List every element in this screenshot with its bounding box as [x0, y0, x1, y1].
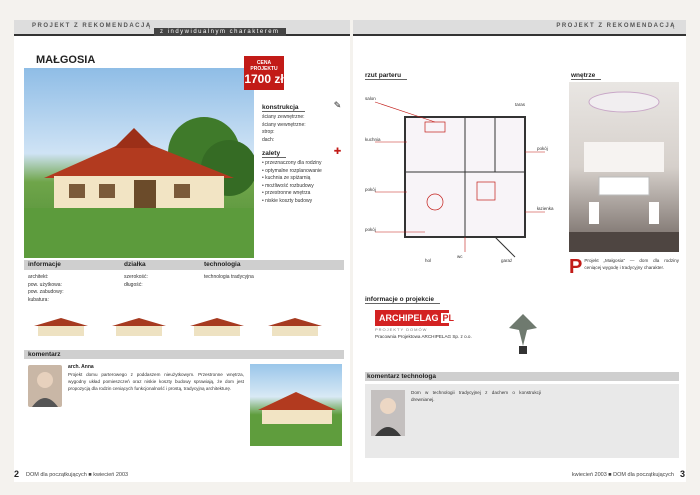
elevation-thumbnail [266, 316, 324, 338]
interior-photo [569, 82, 679, 252]
bird-sculpture-image [503, 306, 543, 356]
feature-item: • przeznaczony dla rodziny [262, 160, 348, 168]
logo-suffix: PL [442, 313, 455, 323]
house-photo-small [250, 364, 342, 446]
room-label: taras [515, 102, 526, 107]
feature-item: • niskie koszty budowy [262, 198, 348, 206]
room-label: pokój [365, 227, 376, 232]
right-footer-issue: kwiecień 2003 [571, 472, 607, 478]
room-label: hol [425, 258, 432, 263]
floor-plan-label: rzut parteru [365, 72, 407, 80]
info-line: technologia tradycyjna [204, 274, 254, 280]
konstrukcja-label: konstrukcja [262, 104, 305, 112]
author-name: arch. Anna [68, 364, 94, 370]
info-column-label: technologia [204, 261, 241, 268]
info-line: pow. zabudowy: [28, 289, 64, 295]
company-info: Pracownia Projektowa ARCHIPELAG Sp. z o.o. [375, 334, 472, 339]
project-info-label: informacje o projekcie [365, 296, 440, 304]
floor-plan-drawing [365, 82, 561, 272]
room-label: kuchnia [365, 137, 381, 142]
elevation-thumbnail [32, 316, 90, 338]
left-header-subsection: z indywidualnym charakterem [154, 28, 286, 36]
feature-item: • przestronne wnętrza [262, 190, 348, 198]
info-line: architekt: [28, 274, 49, 280]
comment-body: Dom w technologii tradycyjnej z dachem o konstrukcji drewnianej. [411, 390, 541, 402]
right-page [353, 20, 686, 482]
features-list [262, 160, 348, 205]
price-value: 1700 zł [244, 72, 284, 86]
commentary-label: komentarz [28, 351, 61, 358]
elevation-thumbnail [188, 316, 246, 338]
price-badge [244, 56, 284, 90]
info-line: pow. użytkowa: [28, 281, 62, 288]
drop-cap: P [569, 256, 583, 278]
konstrukcja-line: dach: [262, 136, 275, 143]
house-illustration [24, 68, 254, 258]
feature-item: • możliwość rozbudowy [262, 183, 348, 191]
archipelag-logo [375, 310, 455, 326]
right-page-number: 3 [679, 469, 685, 479]
info-column-lines [124, 274, 200, 289]
logo-text: ARCHIPELAG [379, 313, 439, 323]
info-column-label: informacje [28, 261, 61, 268]
konstrukcja-line: strop: [262, 129, 275, 135]
info-line: kubatura: [28, 296, 49, 303]
commentary-body: Projekt domu parterowego z poddaszem nieużytkowym. Przestronne wnętrza, wygodny układ pomieszczeń oraz niskie koszty budowy sprawiają, że dom jest propozycją dla rodzin ceniących funkcjonalność i prostą, tradycyjną architekturę. [68, 372, 244, 391]
konstrukcja-list [262, 114, 342, 144]
elevation-thumbnail [110, 316, 168, 338]
info-line: długość: [124, 281, 143, 288]
room-label: pokój [537, 146, 548, 151]
commentary-bar [24, 350, 344, 359]
comment-label: komentarz technologa [367, 373, 436, 380]
info-column-label: działka [124, 261, 146, 268]
left-header-band [14, 20, 350, 36]
right-header-band [353, 20, 686, 36]
right-header-section: PROJEKT Z REKOMENDACJĄ [556, 23, 676, 29]
floor-plan [365, 82, 561, 272]
left-footer-magazine: DOM dla początkujących [26, 472, 87, 478]
interior-label: wnętrze [571, 72, 601, 80]
room-label: wc [457, 254, 463, 259]
author-photo [28, 365, 62, 407]
intro-text-block [569, 258, 679, 276]
right-footer-magazine: DOM dla początkujących [613, 472, 674, 478]
price-label: CENA PROJEKTU [250, 60, 278, 72]
room-label: salon [365, 96, 376, 101]
left-page-number: 2 [14, 469, 20, 479]
info-columns-bar [24, 260, 344, 270]
feature-item: • kuchnia ze spiżarnią [262, 175, 348, 183]
features-label: zalety [262, 150, 286, 158]
compass-icon: ✎ [333, 100, 342, 110]
left-header-section: PROJEKT Z REKOMENDACJĄ [32, 23, 152, 29]
left-page [14, 20, 350, 482]
room-label: garaż [501, 258, 513, 263]
konstrukcja-line: ściany zewnętrzne: [262, 114, 305, 120]
info-column-lines [204, 274, 304, 282]
room-label: pokój [365, 187, 376, 192]
technologist-photo [371, 390, 405, 436]
right-footer: kwiecień 2003 ■ DOM dla początkujących [571, 472, 674, 478]
left-footer: DOM dla początkujących ■ kwiecień 2003 [26, 472, 129, 478]
page-title: MAŁGOSIA [36, 54, 96, 66]
info-line: szerokość: [124, 274, 148, 280]
logo-subtitle: PROJEKTY DOMÓW [375, 327, 428, 332]
plus-icon: ✚ [333, 146, 342, 156]
left-footer-issue: kwiecień 2003 [93, 472, 129, 478]
feature-item: • optymalne rozplanowanie [262, 168, 348, 176]
room-label: łazienka [537, 206, 554, 211]
info-column-lines [28, 274, 118, 304]
konstrukcja-line: ściany wewnętrzne: [262, 121, 306, 128]
house-drawing [24, 68, 254, 258]
intro-text: Projekt „Małgosia” — dom dla rodziny ceniącej wygodę i tradycyjny charakter. [584, 258, 679, 270]
